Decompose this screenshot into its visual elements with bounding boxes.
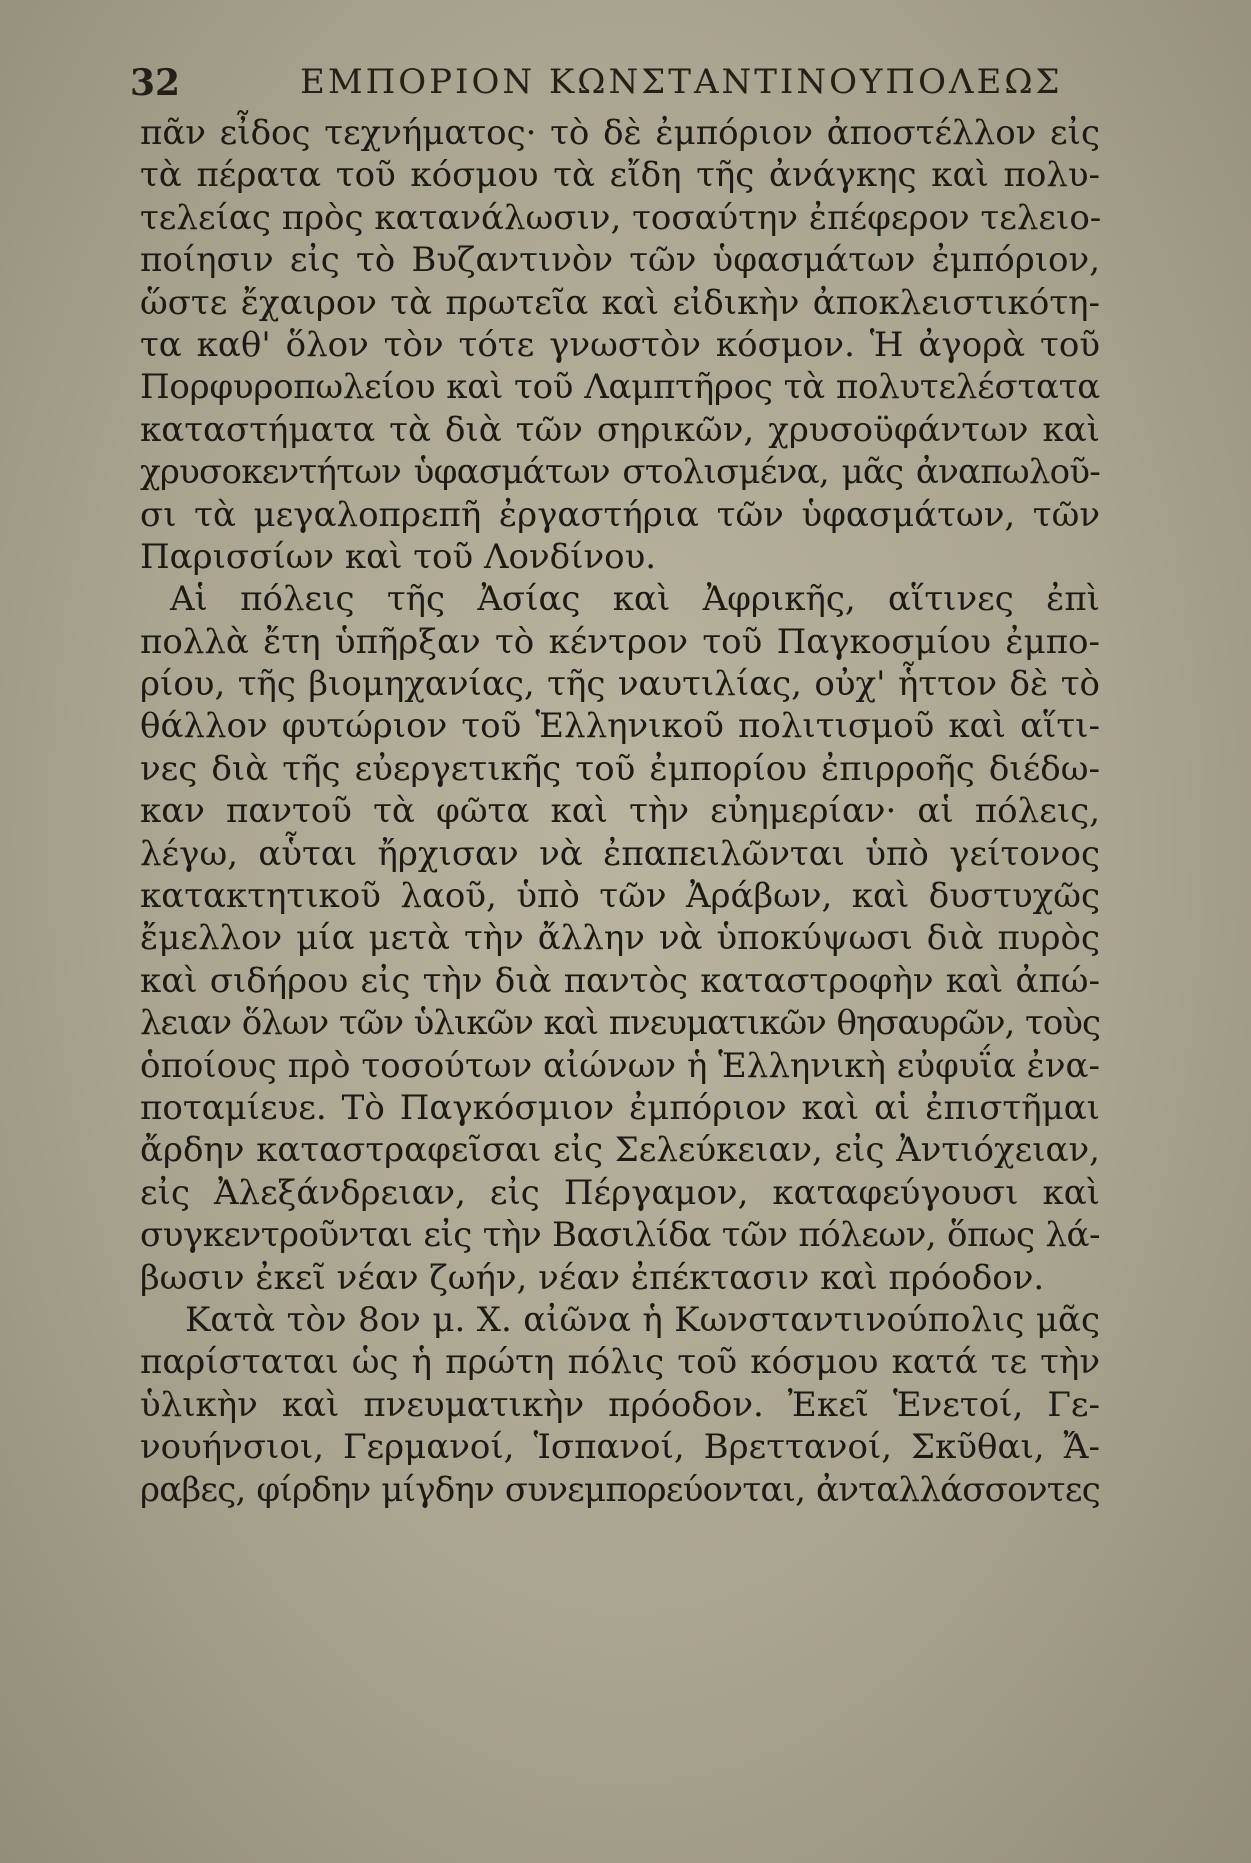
text-line: ὑλικὴν καὶ πνευματικὴν πρόοδον. Ἐκεῖ Ἑνετοί, Γε- <box>140 1384 1100 1425</box>
text-line: παρίσταται ὡς ἡ πρώτη πόλις τοῦ κόσμου κατά τε τὴν <box>140 1342 1100 1383</box>
body-text <box>140 112 1100 1511</box>
paragraph-first-line: Κατὰ τὸν 8ον μ. Χ. αἰῶνα ἡ Κωνσταντινούπολις μᾶς <box>185 1299 1100 1340</box>
text-line: ὁποίους πρὸ τοσούτων αἰώνων ἡ Ἑλληνικὴ εὐφυΐα ἐνα- <box>140 1045 1100 1086</box>
text-line: πολλὰ ἔτη ὑπῆρξαν τὸ κέντρον τοῦ Παγκοσμίου ἐμπο- <box>140 621 1100 662</box>
paragraph-first-line: Αἱ πόλεις τῆς Ἀσίας καὶ Ἀφρικῆς, αἵτινες ἐπὶ <box>170 579 1100 620</box>
text-line: Παρισσίων καὶ τοῦ Λονδίνου. <box>140 536 657 577</box>
text-line: τελείας πρὸς κατανάλωσιν, τοσαύτην ἐπέφερον τελειο- <box>140 197 1102 238</box>
text-line: ραβες, φίρδην μίγδην συνεμπορεύονται, ἀνταλλάσσοντες <box>140 1469 1100 1510</box>
text-line: ἄρδην καταστραφεῖσαι εἰς Σελεύκειαν, εἰς Ἀντιόχειαν, <box>140 1130 1100 1171</box>
text-line: νουήνσιοι, Γερμανοί, Ἱσπανοί, Βρεττανοί, Σκῦθαι, Ἄ- <box>140 1427 1100 1468</box>
text-line: ποταμίευε. Τὸ Παγκόσμιον ἐμπόριον καὶ αἱ ἐπιστῆμαι <box>140 1087 1100 1128</box>
running-title: ΕΜΠΟΡΙΟΝ ΚΩΝΣΤΑΝΤΙΝΟΥΠΟΛΕΩΣ <box>300 62 1063 102</box>
text-line: νες διὰ τῆς εὐεργετικῆς τοῦ ἐμπορίου ἐπιρροῆς διέδω- <box>140 748 1100 789</box>
text-line: λέγω, αὗται ἤρχισαν νὰ ἐπαπειλῶνται ὑπὸ γείτονος <box>140 833 1100 874</box>
text-line: εἰς Ἀλεξάνδρειαν, εἰς Πέργαμον, καταφεύγουσι καὶ <box>140 1172 1100 1213</box>
text-line: Πορφυροπωλείου καὶ τοῦ Λαμπτῆρος τὰ πολυτελέστατα <box>140 367 1100 408</box>
text-line: ρίου, τῆς βιομηχανίας, τῆς ναυτιλίας, οὐχ' ἧττον δὲ τὸ <box>140 664 1100 705</box>
text-line: συγκεντροῦνται εἰς τὴν Βασιλίδα τῶν πόλεων, ὅπως λά- <box>140 1215 1100 1256</box>
text-line: ὥστε ἔχαιρον τὰ πρωτεῖα καὶ εἰδικὴν ἀποκλειστικότη- <box>140 282 1100 323</box>
text-line: κατακτητικοῦ λαοῦ, ὑπὸ τῶν Ἀράβων, καὶ δυστυχῶς <box>140 876 1100 917</box>
text-line: ποίησιν εἰς τὸ Βυζαντινὸν τῶν ὑφασμάτων ἐμπόριον, <box>140 240 1100 281</box>
text-line: καν παντοῦ τὰ φῶτα καὶ τὴν εὐημερίαν· αἱ πόλεις, <box>140 791 1100 832</box>
text-line: θάλλον φυτώριον τοῦ Ἑλληνικοῦ πολιτισμοῦ καὶ αἵτι- <box>140 706 1100 747</box>
text-line: βωσιν ἐκεῖ νέαν ζωήν, νέαν ἐπέκτασιν καὶ πρόοδον. <box>140 1257 1045 1298</box>
text-line: καὶ σιδήρου εἰς τὴν διὰ παντὸς καταστροφὴν καὶ ἀπώ- <box>140 960 1100 1001</box>
text-line: ἔμελλον μία μετὰ τὴν ἄλλην νὰ ὑποκύψωσι διὰ πυρὸς <box>140 918 1100 959</box>
page-number: 32 <box>130 62 181 104</box>
text-line: τα καθ' ὅλον τὸν τότε γνωστὸν κόσμον. Ἡ ἀγορὰ τοῦ <box>140 324 1100 365</box>
page-header <box>130 62 1130 112</box>
text-line: τὰ πέρατα τοῦ κόσμου τὰ εἴδη τῆς ἀνάγκης καὶ πολυ- <box>140 155 1100 196</box>
text-line: σι τὰ μεγαλοπρεπῆ ἐργαστήρια τῶν ὑφασμάτων, τῶν <box>140 494 1100 535</box>
text-line: χρυσοκεντήτων ὑφασμάτων στολισμένα, μᾶς ἀναπωλοῦ- <box>140 452 1100 493</box>
text-line: λειαν ὅλων τῶν ὑλικῶν καὶ πνευματικῶν θησαυρῶν, τοὺς <box>140 1003 1100 1044</box>
text-line: πᾶν εἶδος τεχνήματος· τὸ δὲ ἐμπόριον ἀποστέλλον εἰς <box>140 113 1100 153</box>
text-line: καταστήματα τὰ διὰ τῶν σηρικῶν, χρυσοϋφάντων καὶ <box>140 409 1100 450</box>
